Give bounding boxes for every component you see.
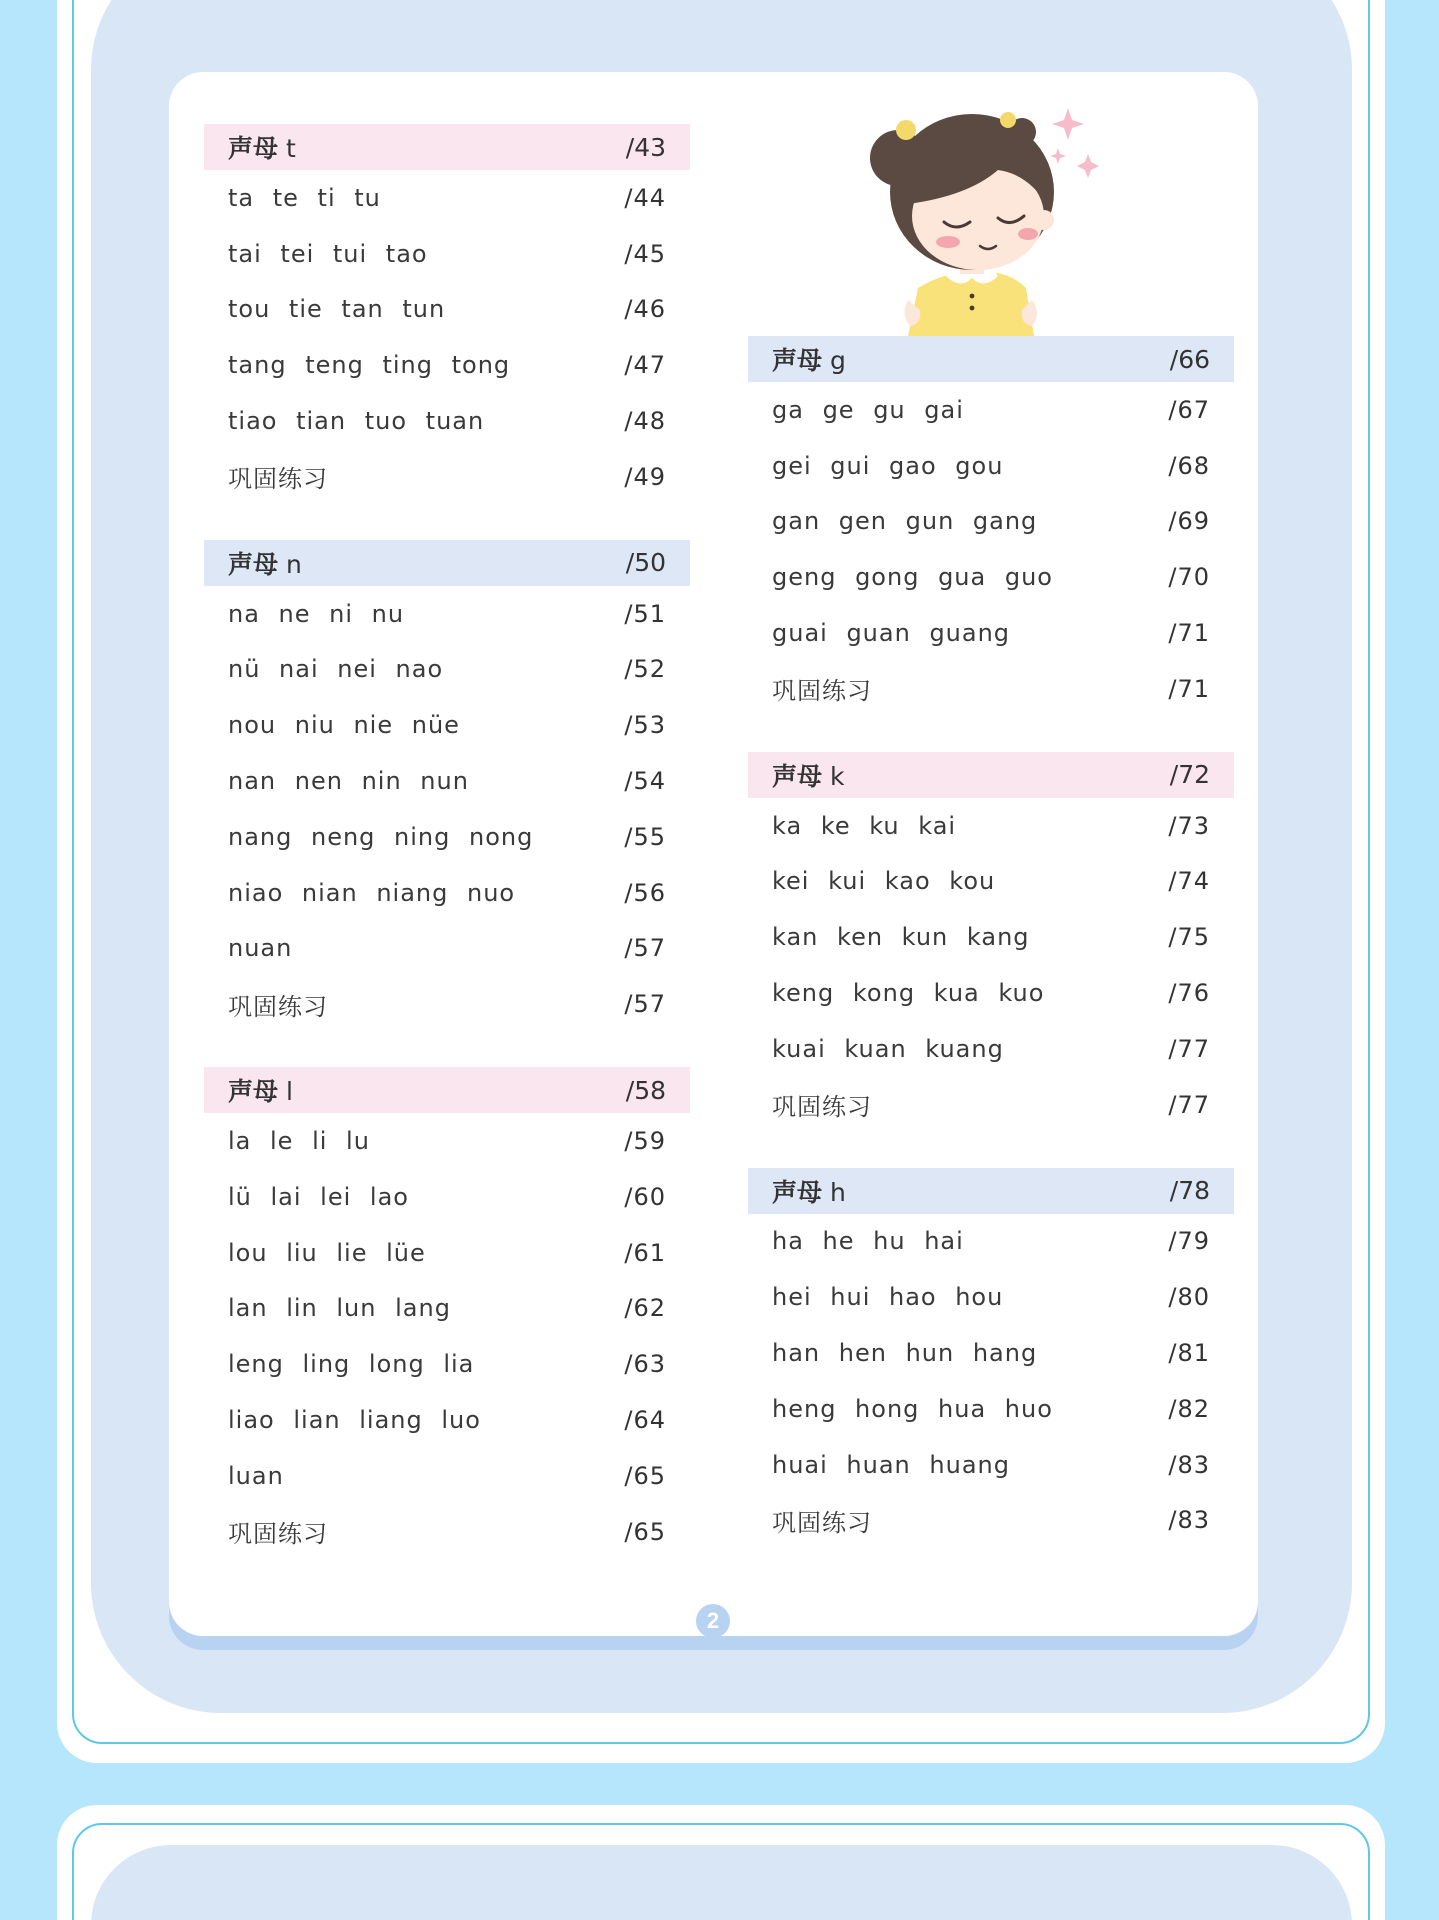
toc-page-number: /67 <box>1168 395 1210 424</box>
toc-page-number: /53 <box>624 711 666 740</box>
toc-label: 巩固练习 <box>228 992 328 1021</box>
toc-page-number: /65 <box>624 1461 666 1490</box>
toc-row[interactable] <box>748 1269 1234 1325</box>
toc-row[interactable] <box>204 586 690 642</box>
toc-page-number: /75 <box>1168 923 1210 952</box>
toc-label: tiao tian tuo tuan <box>228 407 485 436</box>
section-letter: h <box>829 1177 846 1207</box>
toc-row[interactable] <box>204 753 690 809</box>
toc-page-number: /51 <box>624 599 666 628</box>
toc-row[interactable] <box>748 1493 1234 1549</box>
toc-page-number: /71 <box>1168 619 1210 648</box>
toc-row[interactable] <box>748 549 1234 605</box>
toc-row[interactable] <box>748 1021 1234 1077</box>
toc-row[interactable] <box>748 661 1234 717</box>
toc-label: niao nian niang nuo <box>228 878 516 907</box>
toc-label: han hen hun hang <box>772 1339 1038 1368</box>
section-letter: t <box>285 134 296 163</box>
toc-row[interactable] <box>748 909 1234 965</box>
toc-page-number: /57 <box>624 990 666 1019</box>
toc-row[interactable] <box>204 282 690 338</box>
toc-label: keng kong kua kuo <box>772 979 1045 1008</box>
toc-label: lan lin lun lang <box>228 1294 451 1323</box>
toc-label: nou niu nie nüe <box>228 711 460 740</box>
toc-label: ta te ti tu <box>228 183 381 212</box>
page-number-badge: 2 <box>696 1604 730 1638</box>
section-title: 声母 <box>228 1077 279 1107</box>
toc-label: kuai kuan kuang <box>772 1034 1004 1063</box>
next-blue-panel <box>91 1845 1352 1920</box>
toc-row[interactable] <box>748 1437 1234 1493</box>
toc-label: gan gen gun gang <box>772 507 1038 536</box>
toc-page-number: /61 <box>624 1238 666 1267</box>
toc-page-number: /49 <box>624 462 666 491</box>
toc-page-number: /60 <box>624 1182 666 1211</box>
toc-row[interactable] <box>204 921 690 977</box>
toc-label: ka ke ku kai <box>772 811 957 840</box>
toc-page-number: /52 <box>624 655 666 684</box>
toc-label: hei hui hao hou <box>772 1283 1004 1312</box>
toc-row[interactable] <box>204 1336 690 1392</box>
toc-page-number: /77 <box>1168 1090 1210 1119</box>
section-letter: g <box>829 346 846 375</box>
toc-row[interactable] <box>204 976 690 1032</box>
toc-page-number: /83 <box>1168 1450 1210 1479</box>
toc-row[interactable] <box>748 438 1234 494</box>
toc-row[interactable] <box>204 1113 690 1169</box>
toc-label: geng gong gua guo <box>772 563 1053 592</box>
toc-label: gei gui gao gou <box>772 451 1004 480</box>
toc-page-number: /80 <box>1168 1283 1210 1312</box>
section-title: 声母 <box>772 1177 823 1207</box>
toc-row[interactable] <box>748 1381 1234 1437</box>
toc-row[interactable] <box>204 1225 690 1281</box>
section-letter: l <box>285 1077 293 1107</box>
section-header[interactable] <box>204 540 690 586</box>
toc-section-t <box>204 124 690 505</box>
toc-page-number: /63 <box>624 1350 666 1379</box>
toc-row[interactable] <box>204 642 690 698</box>
toc-page-number: /62 <box>624 1294 666 1323</box>
toc-page-number: /46 <box>624 295 666 324</box>
toc-row[interactable] <box>204 1504 690 1560</box>
toc-page-number: /79 <box>1168 1227 1210 1256</box>
toc-row[interactable] <box>204 1169 690 1225</box>
toc-label: tang teng ting tong <box>228 351 511 380</box>
toc-section-l <box>204 1067 690 1559</box>
toc-left-column <box>204 124 690 1595</box>
sparkle-icon <box>1077 154 1099 178</box>
toc-row[interactable] <box>748 1077 1234 1133</box>
sparkle-icon <box>1050 148 1066 164</box>
toc-label: leng ling long lia <box>228 1350 475 1379</box>
section-page: /43 <box>625 132 666 162</box>
toc-row[interactable] <box>748 965 1234 1021</box>
section-header[interactable] <box>748 1168 1234 1214</box>
girl-illustration <box>848 100 1108 336</box>
toc-label: la le li lu <box>228 1127 370 1156</box>
toc-label: na ne ni nu <box>228 599 405 628</box>
toc-label: ga ge gu gai <box>772 395 964 424</box>
toc-page-number: /47 <box>624 351 666 380</box>
toc-page-number: /68 <box>1168 451 1210 480</box>
toc-row[interactable] <box>204 226 690 282</box>
section-page: /58 <box>625 1075 666 1105</box>
toc-page-number: /74 <box>1168 867 1210 896</box>
toc-label: kei kui kao kou <box>772 867 996 896</box>
toc-label: luan <box>228 1461 284 1490</box>
toc-label: liao lian liang luo <box>228 1406 481 1435</box>
section-title: 声母 <box>772 761 823 791</box>
section-letter: k <box>829 761 845 791</box>
toc-page-number: /64 <box>624 1406 666 1435</box>
toc-row[interactable] <box>204 449 690 505</box>
toc-label: 巩固练习 <box>228 465 328 494</box>
toc-label: guai guan guang <box>772 619 1011 648</box>
toc-row[interactable] <box>204 1392 690 1448</box>
section-page: /50 <box>625 548 666 578</box>
section-title: 声母 <box>772 346 823 375</box>
toc-page-number: /55 <box>624 822 666 851</box>
toc-row[interactable] <box>748 494 1234 550</box>
toc-label: tou tie tan tun <box>228 295 446 324</box>
toc-row[interactable] <box>748 382 1234 438</box>
toc-page-number: /76 <box>1168 979 1210 1008</box>
toc-section-n <box>204 540 690 1032</box>
toc-label: nang neng ning nong <box>228 822 534 851</box>
section-page: /78 <box>1169 1176 1210 1206</box>
section-page: /66 <box>1169 344 1210 374</box>
toc-label: kan ken kun kang <box>772 923 1030 952</box>
toc-label: 巩固练习 <box>772 1093 872 1122</box>
toc-row[interactable] <box>204 865 690 921</box>
toc-label: huai huan huang <box>772 1450 1010 1479</box>
toc-row[interactable] <box>204 697 690 753</box>
toc-row[interactable] <box>748 854 1234 910</box>
toc-label: lü lai lei lao <box>228 1182 409 1211</box>
toc-page-number: /44 <box>624 183 666 212</box>
toc-page-number: /69 <box>1168 507 1210 536</box>
section-title: 声母 <box>228 549 279 579</box>
toc-label: ha he hu hai <box>772 1227 964 1256</box>
toc-row[interactable] <box>204 393 690 449</box>
toc-page-number: /83 <box>1168 1506 1210 1535</box>
section-header[interactable] <box>748 336 1234 382</box>
section-title: 声母 <box>228 134 279 163</box>
toc-page-number: /59 <box>624 1127 666 1156</box>
toc-section-g <box>748 336 1234 717</box>
toc-row[interactable] <box>204 170 690 226</box>
toc-row[interactable] <box>204 809 690 865</box>
toc-page-number: /71 <box>1168 674 1210 703</box>
toc-page-number: /48 <box>624 407 666 436</box>
toc-label: 巩固练习 <box>772 677 872 706</box>
toc-page-number: /65 <box>624 1517 666 1546</box>
toc-page-number: /82 <box>1168 1394 1210 1423</box>
section-letter: n <box>285 549 302 579</box>
toc-right-column <box>748 336 1234 1583</box>
toc-section-h <box>748 1168 1234 1549</box>
toc-page-number: /73 <box>1168 811 1210 840</box>
toc-label: nü nai nei nao <box>228 655 444 684</box>
toc-row[interactable] <box>748 1214 1234 1270</box>
toc-page-number: /45 <box>624 239 666 268</box>
section-header[interactable] <box>748 752 1234 798</box>
toc-page-number: /54 <box>624 767 666 796</box>
section-header[interactable] <box>204 1067 690 1113</box>
toc-row[interactable] <box>748 605 1234 661</box>
section-page: /72 <box>1169 760 1210 790</box>
toc-page-number: /56 <box>624 878 666 907</box>
toc-label: heng hong hua huo <box>772 1394 1053 1423</box>
toc-row[interactable] <box>204 337 690 393</box>
section-header[interactable] <box>204 124 690 170</box>
toc-row[interactable] <box>204 1448 690 1504</box>
toc-page-number: /70 <box>1168 563 1210 592</box>
toc-label: 巩固练习 <box>772 1508 872 1537</box>
toc-row[interactable] <box>748 1325 1234 1381</box>
toc-page-number: /57 <box>624 934 666 963</box>
toc-row[interactable] <box>748 798 1234 854</box>
toc-label: tai tei tui tao <box>228 239 428 268</box>
toc-page-number: /81 <box>1168 1339 1210 1368</box>
toc-label: nuan <box>228 934 293 963</box>
toc-page-number: /77 <box>1168 1034 1210 1063</box>
toc-label: lou liu lie lüe <box>228 1238 426 1267</box>
toc-label: 巩固练习 <box>228 1520 328 1549</box>
toc-label: nan nen nin nun <box>228 767 469 796</box>
toc-row[interactable] <box>204 1281 690 1337</box>
sparkle-icon <box>1052 108 1084 140</box>
toc-section-k <box>748 752 1234 1133</box>
